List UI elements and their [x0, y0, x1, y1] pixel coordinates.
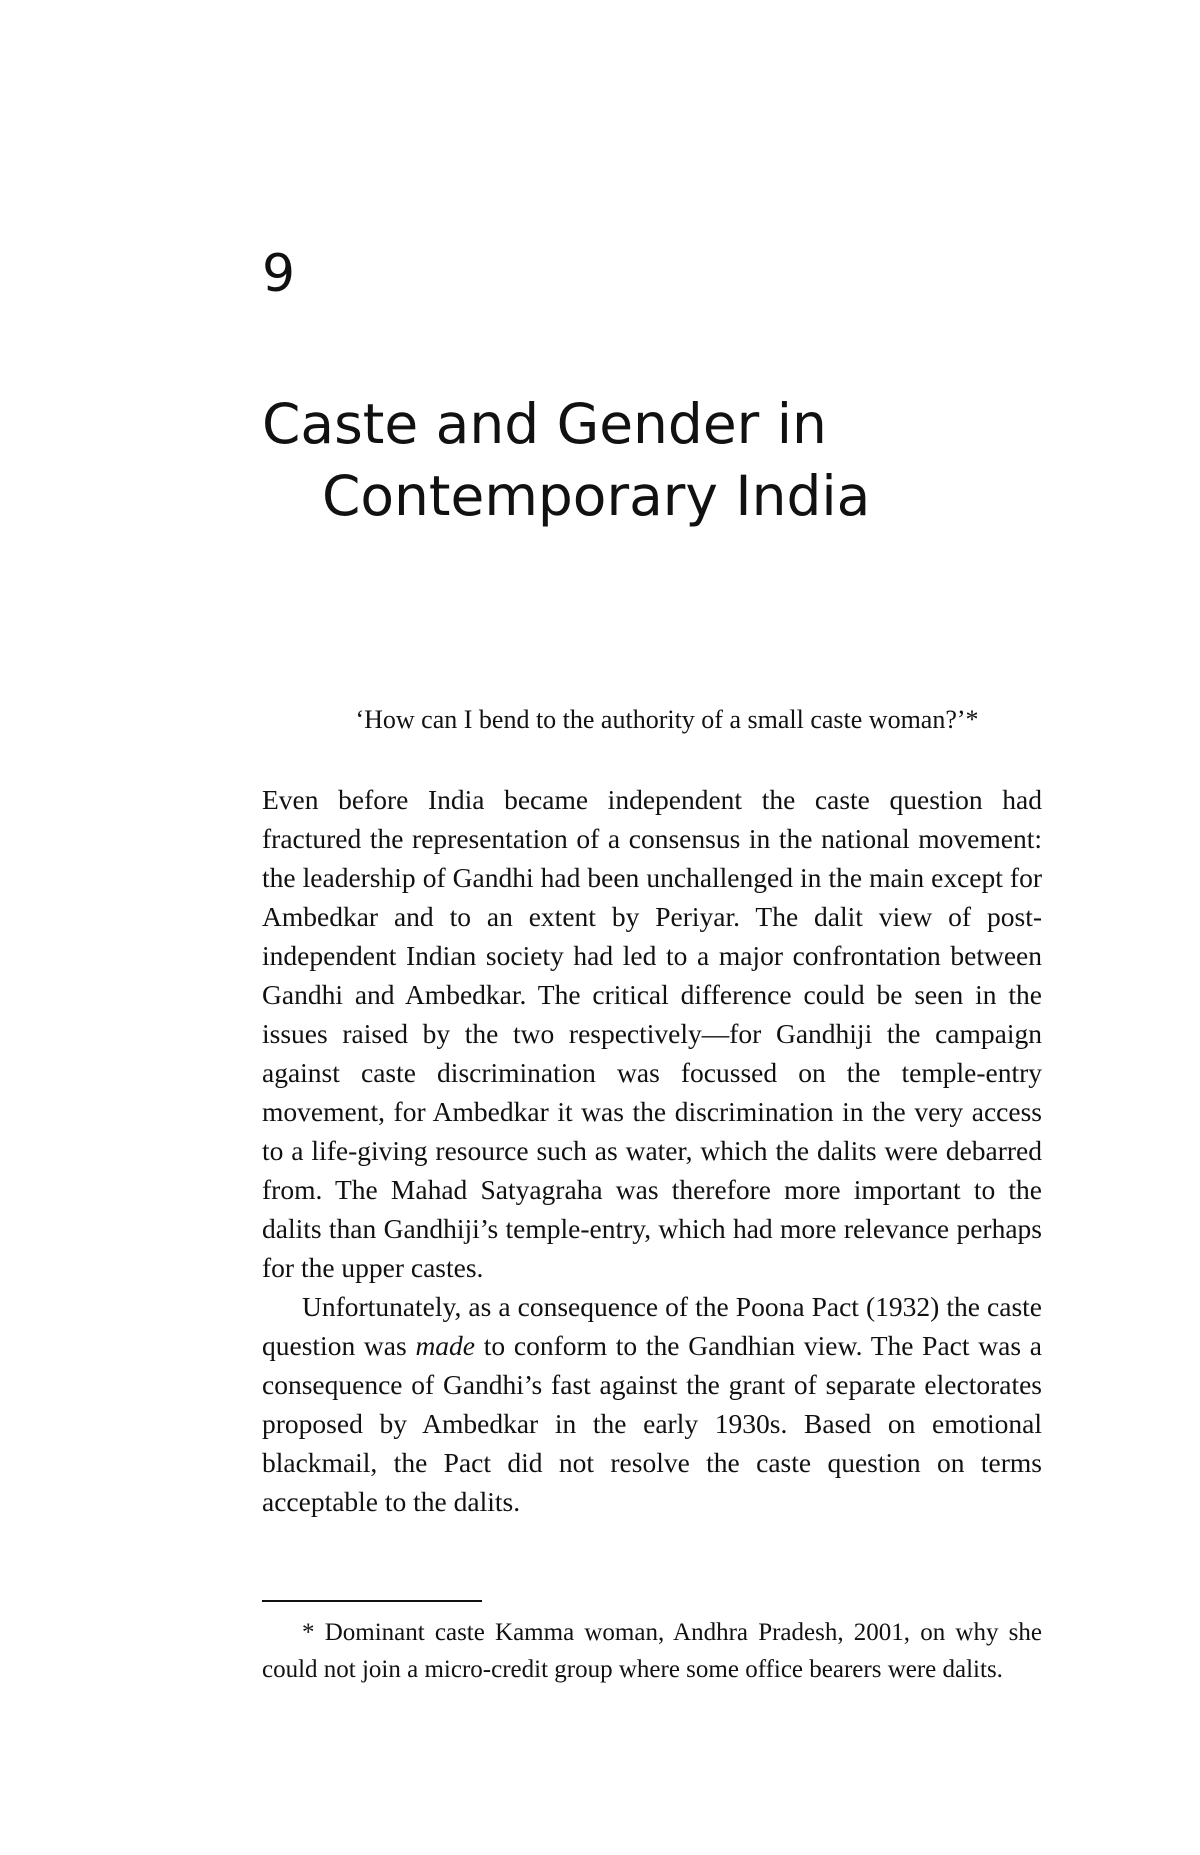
footnote-divider: [262, 1600, 482, 1602]
chapter-title-line-2: Contemporary India: [322, 464, 871, 528]
epigraph-quote: ‘How can I bend to the authority of a small caste woman?’*: [355, 705, 979, 734]
chapter-number: 9: [262, 244, 296, 304]
chapter-title: [262, 388, 1062, 532]
body-paragraph-2-text-b: to conform to the Gandhian view. The Pact was a consequence of Gandhi’s fast against the grant of separate electorates proposed by Ambedkar in the early 1930s. Based on emotional blackmail, the Pact did not resolve the caste question on terms acceptable to the dalits.: [262, 1330, 1042, 1517]
chapter-title-line-1: Caste and Gender in: [262, 392, 827, 456]
body-paragraph-2: [262, 1287, 1042, 1521]
footnote: * Dominant caste Kamma woman, Andhra Pradesh, 2001, on why she could not join a micro-credit group where some office bearers were dalits.: [262, 1619, 1042, 1683]
body-paragraph-2-text-a: Unfortunately, as a consequence of the Poona Pact (1932) the caste question was: [262, 1291, 1042, 1361]
body-paragraph-2-emphasis: made: [415, 1330, 476, 1361]
body-text: [262, 780, 1042, 1521]
body-paragraph-1: Even before India became independent the caste question had fractured the representation of a consensus in the national movement: the leadership of Gandhi had been unchallenged in the main except for Ambedkar and to an extent by Periyar. The dalit view of post-independent Indian society had led to a major confrontation between Gandhi and Ambedkar. The critical difference could be seen in the issues raised by the two respectively—for Gandhiji the campaign against caste discrimination was focussed on the temple-entry movement, for Ambedkar it was the discrimination in the very access to a life-giving resource such as water, which the dalits were debarred from. The Mahad Satyagraha was therefore more important to the dalits than Gandhiji’s temple-entry, which had more relevance perhaps for the upper castes.: [262, 784, 1042, 1283]
